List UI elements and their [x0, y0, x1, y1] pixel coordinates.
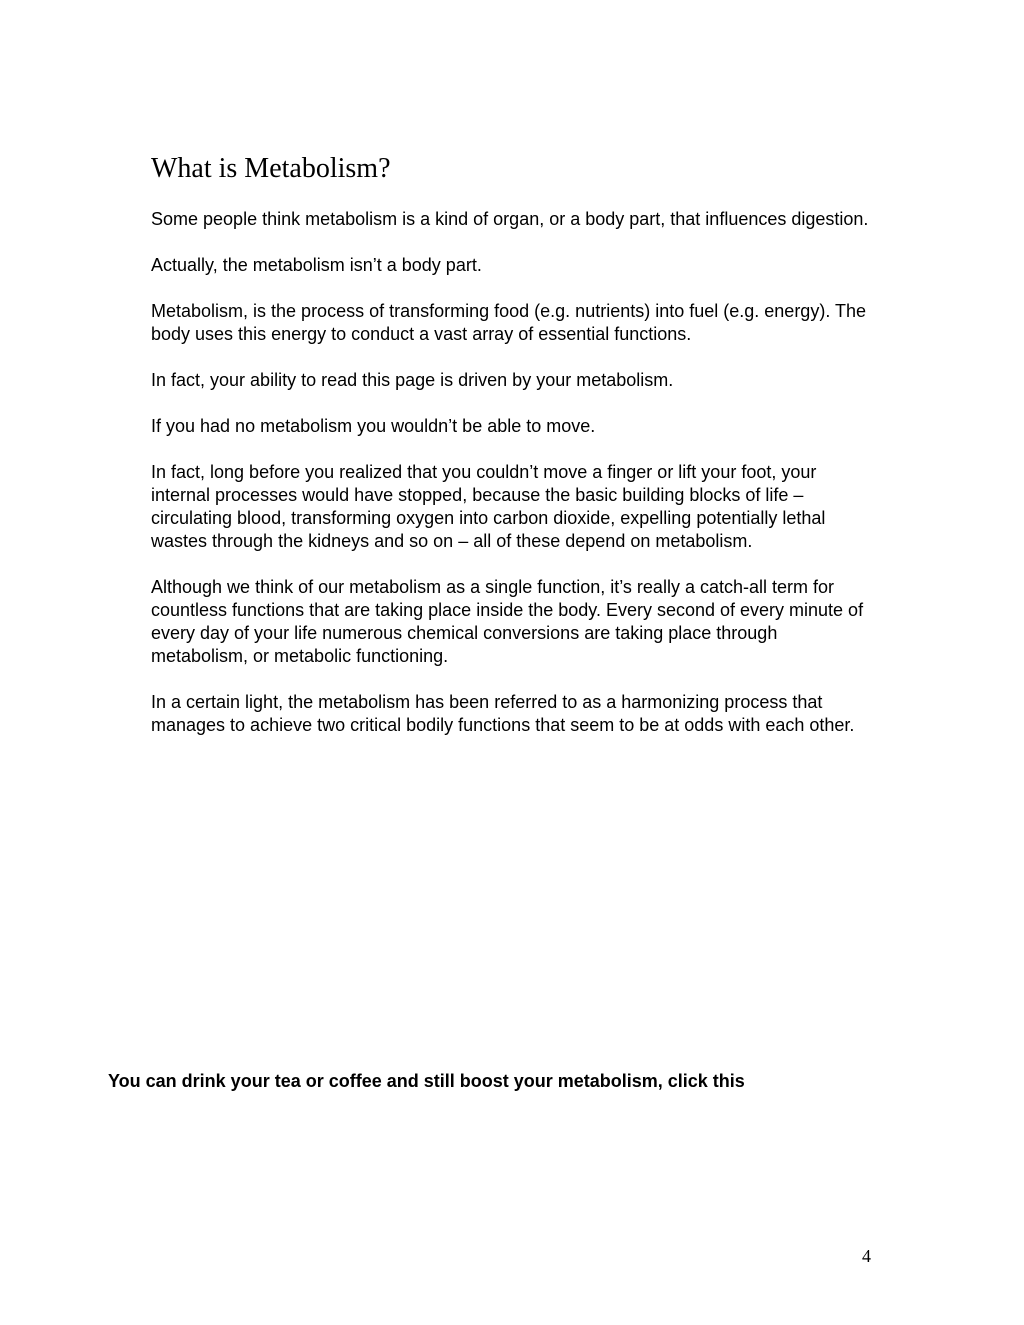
paragraph: Metabolism, is the process of transforming food (e.g. nutrients) into fuel (e.g. energy). The body uses this energy to conduct a vast array of essential functions. [151, 301, 867, 344]
paragraph: Although we think of our metabolism as a single function, it’s really a catch-all term for countless functions that are taking place inside the body. Every second of every minute of every day of your life numerous chemical conversions are taking place through metabolism, or metabolic functioning. [151, 577, 864, 666]
promo-link[interactable]: You can drink your tea or coffee and still boost your metabolism, click this [108, 1071, 745, 1091]
page-number: 4 [862, 1246, 871, 1266]
body-text [151, 208, 879, 760]
paragraph: In fact, long before you realized that you couldn’t move a finger or lift your foot, your internal processes would have stopped, because the basic building blocks of life – circulating blood, transforming oxygen into carbon dioxide, expelling potentially lethal wastes through the kidneys and so on – all of these depend on metabolism. [151, 462, 826, 551]
paragraph: If you had no metabolism you wouldn’t be able to move. [151, 416, 596, 436]
page-title: What is Metabolism? [151, 153, 391, 184]
paragraph: In a certain light, the metabolism has been referred to as a harmonizing process that manages to achieve two critical bodily functions that seem to be at odds with each other. [151, 692, 855, 735]
paragraph: Some people think metabolism is a kind of organ, or a body part, that influences digestion. [151, 209, 869, 229]
paragraph: Actually, the metabolism isn’t a body part. [151, 255, 482, 275]
paragraph: In fact, your ability to read this page is driven by your metabolism. [151, 370, 674, 390]
